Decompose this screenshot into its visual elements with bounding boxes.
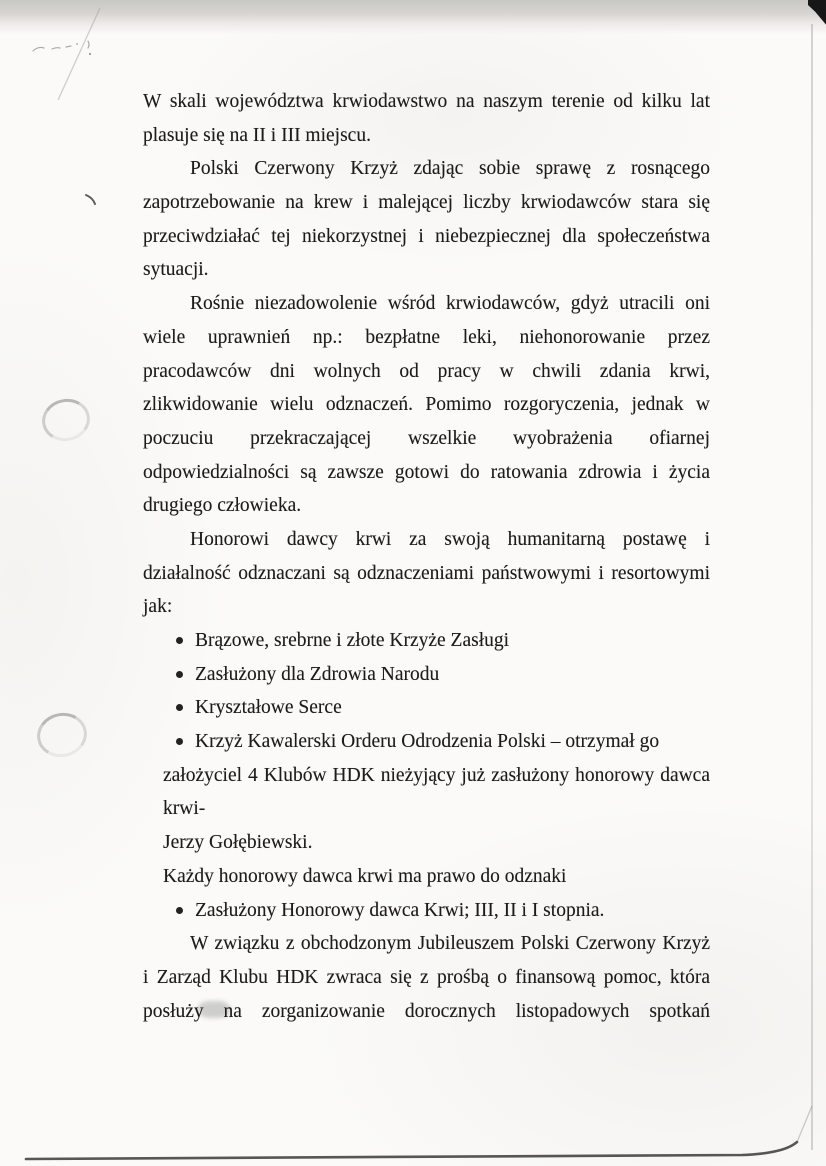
- text-line: pracodawców dni wolnych od pracy w chwili zdania krwi,: [143, 360, 710, 382]
- pen-tick-mark: [86, 195, 95, 204]
- text-line: Zasłużony dla Zdrowia Narodu: [143, 658, 710, 692]
- bullet-icon: [176, 671, 183, 678]
- text-line: wiele uprawnień np.: bezpłatne leki, niehonorowanie przez: [143, 326, 710, 348]
- text-line: drugiego człowieka.: [143, 495, 302, 517]
- text-line: i Zarząd Klubu HDK zwraca się z prośbą o finansową pomoc, która: [143, 966, 710, 988]
- bullet-icon: [176, 738, 183, 745]
- text-line: plasuje się na II i III miejscu.: [143, 124, 371, 146]
- document-body-text: [143, 85, 710, 1028]
- pencil-scribble-mark: [33, 41, 91, 55]
- text-line: Krzyż Kawalerski Orderu Odrodzenia Polski – otrzymał go: [143, 725, 710, 759]
- text-line: Zasłużony Honorowy dawca Krwi; III, II i I stopnia.: [143, 894, 710, 928]
- page-bottom-edge-line: [26, 1142, 797, 1159]
- text-line: posłuży na zorganizowanie dorocznych listopadowych spotkań: [143, 1000, 710, 1022]
- text-line: Jerzy Gołębiewski.: [163, 832, 313, 854]
- ink-smudge-overstrike: [198, 1001, 230, 1018]
- text-line: Rośnie niezadowolenie wśród krwiodawców, gdyż utracili oni: [190, 293, 710, 315]
- text-line: odpowiedzialności są zawsze gotowi do ratowania zdrowia i życia: [143, 461, 710, 483]
- text-line: Polski Czerwony Krzyż zdając sobie sprawę z rosnącego: [190, 158, 710, 180]
- text-line: Kryształowe Serce: [143, 691, 710, 725]
- scan-shadow-top: [0, 0, 826, 34]
- text-line: zlikwidowanie wielu odznaczeń. Pomimo rozgoryczenia, jednak w: [143, 394, 710, 416]
- text-line: działalność odznaczani są odznaczeniami państwowymi i resortowymi: [143, 562, 710, 584]
- text-line: Brązowe, srebrne i złote Krzyże Zasługi: [143, 624, 710, 658]
- text-line: sytuacji.: [143, 259, 209, 281]
- text-line: przeciwdziałać tej niekorzystnej i niebezpiecznej dla społeczeństwa: [143, 225, 710, 247]
- hole-punch-impression: [38, 394, 94, 445]
- hole-punch-impression: [33, 708, 91, 761]
- page-edge-line: [811, 24, 813, 1150]
- text-line: poczuciu przekraczającej wszelkie wyobrażenia ofiarnej: [143, 427, 710, 449]
- text-line: założyciel 4 Klubów HDK nieżyjący już zasłużony honorowy dawca: [163, 764, 710, 786]
- text-line: jak:: [143, 596, 173, 618]
- bullet-icon: [176, 704, 183, 711]
- text-line: Każdy honorowy dawca krwi ma prawo do odznaki: [163, 865, 567, 887]
- text-line: W skali województwa krwiodawstwo na naszym terenie od kilku lat: [143, 91, 710, 112]
- bullet-icon: [176, 907, 183, 914]
- text-line: W związku z obchodzonym Jubileuszem Polski Czerwony Krzyż: [190, 933, 710, 955]
- paper-crease-line: [58, 8, 100, 100]
- page-corner-edge-line: [797, 1106, 812, 1142]
- bullet-icon: [176, 637, 183, 644]
- text-line: zapotrzebowanie na krew i malejącej liczby krwiodawców stara się: [143, 192, 710, 214]
- text-line: Honorowi dawcy krwi za swoją humanitarną postawę i: [190, 528, 710, 550]
- text-line: krwi-: [163, 798, 206, 820]
